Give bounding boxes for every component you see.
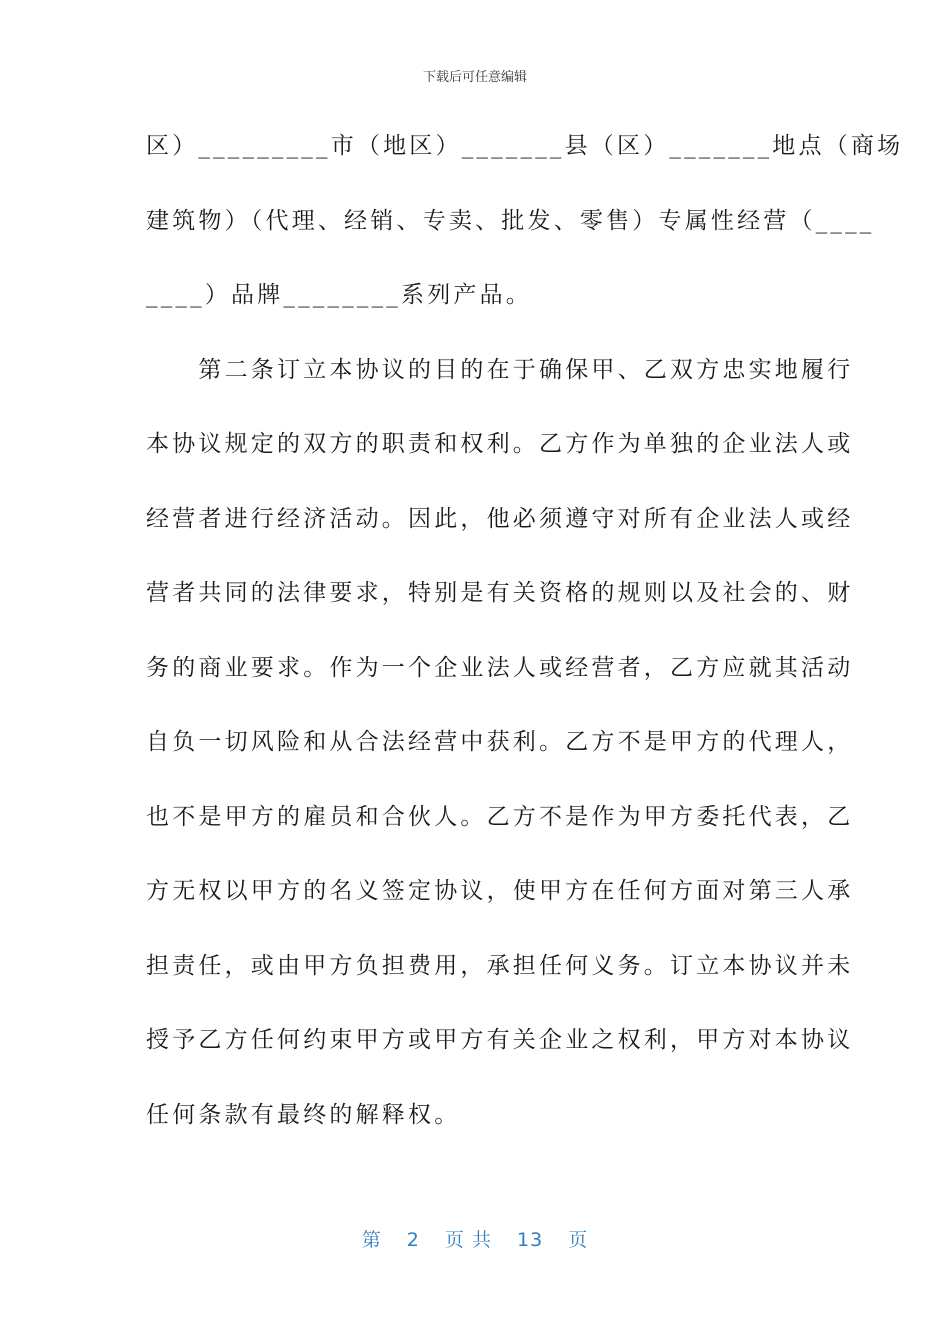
text-line: 授予乙方任何约束甲方或甲方有关企业之权利，甲方对本协议 bbox=[146, 1027, 854, 1053]
text-line: 方无权以甲方的名义签定协议，使甲方在任何方面对第三人承 bbox=[146, 878, 854, 904]
text-line: 也不是甲方的雇员和合伙人。乙方不是作为甲方委托代表，乙 bbox=[146, 803, 854, 830]
page-number-footer bbox=[0, 1225, 950, 1252]
text-line: 务的商业要求。作为一个企业法人或经营者，乙方应就其活动 bbox=[146, 654, 854, 681]
text-line: ____）品牌________系列产品。 bbox=[146, 282, 532, 308]
text-line: 本协议规定的双方的职责和权利。乙方作为单独的企业法人或 bbox=[146, 431, 854, 457]
current-page-number: 2 bbox=[406, 1229, 420, 1251]
text-line: 区）_________市（地区）_______县（区）_______地点（商场 bbox=[146, 133, 904, 159]
document-body bbox=[146, 120, 904, 1163]
text-line: 自负一切风险和从合法经营中获利。乙方不是甲方的代理人， bbox=[146, 729, 854, 755]
text-line: 第二条订立本协议的目的在于确保甲、乙双方忠实地履行 bbox=[146, 356, 854, 383]
text-line: 营者共同的法律要求，特别是有关资格的规则以及社会的、财 bbox=[146, 580, 854, 606]
text-line: 任何条款有最终的解释权。 bbox=[146, 1101, 461, 1128]
footer-suffix: 页 bbox=[568, 1229, 589, 1251]
total-page-count: 13 bbox=[517, 1229, 544, 1251]
footer-middle: 页 共 bbox=[444, 1229, 492, 1251]
text-line: 担责任，或由甲方负担费用，承担任何义务。订立本协议并未 bbox=[146, 952, 854, 979]
header-note: 下载后可任意编辑 bbox=[422, 70, 527, 85]
footer-prefix: 第 bbox=[361, 1229, 382, 1251]
text-line: 建筑物）（代理、经销、专卖、批发、零售）专属性经营（____ bbox=[146, 207, 875, 234]
text-line: 经营者进行经济活动。因此，他必须遵守对所有企业法人或经 bbox=[146, 505, 854, 532]
